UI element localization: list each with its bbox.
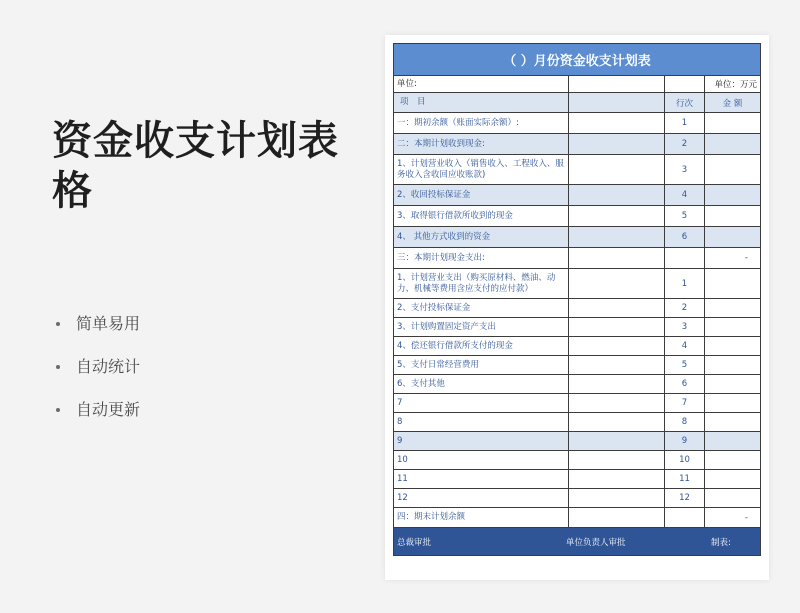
row-blank (569, 318, 665, 336)
row-amount (705, 432, 760, 450)
header-item: 项 目 (394, 93, 569, 112)
header-line-no: 行次 (665, 93, 705, 112)
row-amount (705, 356, 760, 374)
row-item: 三：本期计划现金支出: (394, 248, 569, 268)
table-row (394, 299, 760, 318)
header-amount: 金 额 (722, 98, 743, 109)
row-blank (569, 413, 665, 431)
table-row (394, 508, 760, 527)
table-row (394, 356, 760, 375)
row-line-no: 6 (665, 375, 705, 393)
row-blank (569, 508, 665, 527)
row-item: 四：期末计划余额 (394, 508, 569, 527)
row-line-no: 3 (665, 155, 705, 184)
row-blank (569, 185, 665, 205)
row-amount (705, 394, 760, 412)
table-row (394, 413, 760, 432)
row-line-no: 1 (665, 113, 705, 133)
unit-label: 单位: (394, 76, 569, 92)
table-row (394, 470, 760, 489)
table-row (394, 113, 760, 134)
row-line-no: 11 (665, 470, 705, 488)
feature-list (56, 310, 140, 439)
row-amount (705, 413, 760, 431)
row-item: 12 (394, 489, 569, 507)
row-item: 8 (394, 413, 569, 431)
footer-preparer: 制表: (711, 538, 731, 548)
sheet-table (394, 76, 760, 527)
row-item: 10 (394, 451, 569, 469)
table-row (394, 134, 760, 155)
unit-value: 单位：万元 (714, 80, 757, 90)
row-blank (569, 451, 665, 469)
row-line-no: 8 (665, 413, 705, 431)
row-blank (569, 337, 665, 355)
footer-unit-head: 单位负责人审批 (566, 538, 626, 548)
row-amount (705, 113, 760, 133)
row-item: 4、 其他方式收到的资金 (394, 227, 569, 247)
row-item: 5、支付日常经营费用 (394, 356, 569, 374)
row-amount (705, 206, 760, 226)
document-preview (385, 35, 769, 580)
row-amount (705, 134, 760, 154)
row-amount (705, 185, 760, 205)
row-item: 一：期初余额（账面实际余额）: (394, 113, 569, 133)
row-amount (705, 299, 760, 317)
row-blank (569, 299, 665, 317)
row-line-no: 12 (665, 489, 705, 507)
row-line-no: 10 (665, 451, 705, 469)
table-row (394, 269, 760, 299)
row-line-no: 5 (665, 206, 705, 226)
row-amount (705, 375, 760, 393)
row-line-no: 6 (665, 227, 705, 247)
table-row (394, 318, 760, 337)
feature-item: 自动统计 (56, 353, 140, 396)
row-line-no: 3 (665, 318, 705, 336)
row-blank (569, 113, 665, 133)
row-blank (569, 489, 665, 507)
table-row (394, 227, 760, 248)
row-line-no: 9 (665, 432, 705, 450)
row-amount: - (744, 512, 748, 523)
row-amount (705, 269, 760, 298)
table-row (394, 248, 760, 269)
row-item: 1、计划营业支出（购买原材料、燃油、动力、机械等费用含应支付的应付款） (394, 269, 569, 298)
plan-sheet (393, 43, 761, 556)
row-item: 3、计划购置固定资产支出 (394, 318, 569, 336)
footer-approver: 总裁审批 (397, 538, 432, 548)
row-line-no (665, 248, 705, 268)
row-blank (569, 269, 665, 298)
row-blank (569, 134, 665, 154)
row-blank (569, 248, 665, 268)
row-blank (569, 155, 665, 184)
sheet-footer (394, 527, 760, 555)
row-blank (569, 470, 665, 488)
row-item: 6、支付其他 (394, 375, 569, 393)
row-amount (705, 155, 760, 184)
row-item: 3、取得银行借款所收到的现金 (394, 206, 569, 226)
row-amount (705, 470, 760, 488)
row-line-no: 2 (665, 134, 705, 154)
table-row (394, 375, 760, 394)
feature-item: 自动更新 (56, 396, 140, 439)
sheet-title: （ ）月份资金收支计划表 (394, 44, 760, 76)
row-item: 4、偿还银行借款所支付的现金 (394, 337, 569, 355)
row-item: 7 (394, 394, 569, 412)
row-blank (569, 432, 665, 450)
table-row (394, 432, 760, 451)
row-line-no: 1 (665, 269, 705, 298)
row-item: 二：本期计划收到现金: (394, 134, 569, 154)
row-blank (569, 227, 665, 247)
row-line-no: 4 (665, 337, 705, 355)
row-item: 2、收回投标保证金 (394, 185, 569, 205)
row-item: 2、支付投标保证金 (394, 299, 569, 317)
row-blank (569, 356, 665, 374)
feature-item: 简单易用 (56, 310, 140, 353)
row-amount (705, 227, 760, 247)
row-line-no: 2 (665, 299, 705, 317)
row-blank (569, 206, 665, 226)
table-row (394, 394, 760, 413)
row-line-no: 4 (665, 185, 705, 205)
table-header (394, 93, 760, 113)
row-amount: - (744, 253, 748, 263)
table-row (394, 489, 760, 508)
page-title: 资金收支计划表格 (52, 118, 339, 214)
row-amount (705, 451, 760, 469)
row-amount (705, 489, 760, 507)
row-line-no: 5 (665, 356, 705, 374)
row-blank (569, 394, 665, 412)
table-row (394, 185, 760, 206)
unit-row (394, 76, 760, 93)
table-row (394, 451, 760, 470)
row-blank (569, 375, 665, 393)
row-amount (705, 318, 760, 336)
table-row (394, 337, 760, 356)
row-item: 1、计划营业收入（销售收入、工程收入、服务收入含收回应收账款) (394, 155, 569, 184)
row-amount (705, 337, 760, 355)
row-item: 11 (394, 470, 569, 488)
table-row (394, 155, 760, 185)
row-line-no (665, 508, 705, 527)
row-line-no: 7 (665, 394, 705, 412)
row-item: 9 (394, 432, 569, 450)
table-row (394, 206, 760, 227)
